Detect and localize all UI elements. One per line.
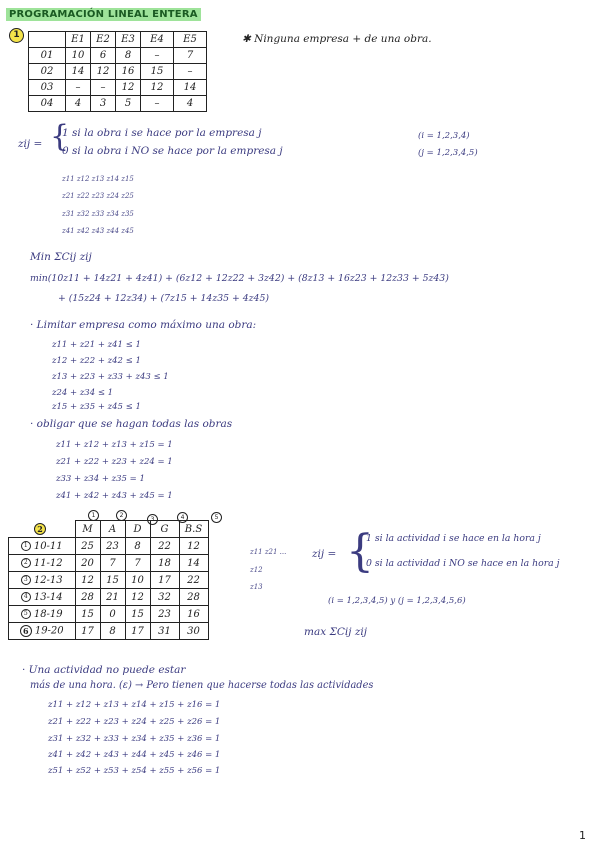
table-cell: 15 <box>125 606 150 623</box>
table-cell <box>9 606 76 623</box>
time-range: 19-20 <box>34 625 64 637</box>
table-cell: 17 <box>125 623 150 640</box>
table-cell <box>9 572 76 589</box>
table-cell: 28 <box>75 589 100 606</box>
index-ranges: (i = 1,2,3,4,5) y (j = 1,2,3,4,5,6) <box>328 596 466 606</box>
table-cell: 10 <box>66 48 91 64</box>
table-cell: 25 <box>75 538 100 555</box>
problem-2-score-table <box>8 520 209 640</box>
table-cell: 31 <box>150 623 179 640</box>
objective-line-2: + (15z24 + 12z34) + (7z15 + 14z35 + 4z45) <box>58 293 270 304</box>
table-header-cell: M <box>75 521 100 538</box>
table-cell: 32 <box>150 589 179 606</box>
constraint-section-title: · Limitar empresa como máximo una obra: <box>30 319 257 331</box>
time-range: 12-13 <box>33 574 63 586</box>
time-range: 13-14 <box>33 591 63 603</box>
column-mark: 2 <box>116 510 127 521</box>
table-header-cell: D <box>125 521 150 538</box>
table-cell: 15 <box>75 606 100 623</box>
constraint-equation: z41 + z42 + z43 + z44 + z45 + z46 = 1 <box>48 750 221 760</box>
constraint-equation: z21 + z22 + z23 + z24 = 1 <box>56 457 173 467</box>
note-line: más de una hora. (ε) → Pero tienen que hacerse todas las actividades <box>30 680 374 691</box>
table-cell: – <box>91 80 116 96</box>
table-cell: 28 <box>179 589 208 606</box>
table-cell: 04 <box>29 96 66 112</box>
table-header-cell: E1 <box>66 32 91 48</box>
table-cell: 18 <box>150 555 179 572</box>
column-mark: 1 <box>88 510 99 521</box>
table-cell: 14 <box>179 555 208 572</box>
problem-1-number: 1 <box>9 28 24 43</box>
table-cell: 8 <box>116 48 141 64</box>
objective-label: max ΣCij zij <box>304 626 368 638</box>
brace-icon: { <box>346 526 374 577</box>
problem-2-number: 2 <box>34 523 46 535</box>
table-row <box>29 64 207 80</box>
table-cell: 22 <box>150 538 179 555</box>
table-cell: 17 <box>75 623 100 640</box>
constraint-equation: z24 + z34 ≤ 1 <box>52 388 114 398</box>
table-cell: 0 <box>100 606 125 623</box>
table-cell: 01 <box>29 48 66 64</box>
table-cell: – <box>141 48 174 64</box>
table-cell: 4 <box>174 96 207 112</box>
table-cell <box>9 555 76 572</box>
var-def-lhs: zij = <box>18 138 43 150</box>
table-row <box>29 48 207 64</box>
row-mark: 2 <box>21 558 31 568</box>
side-var: z12 <box>250 566 263 574</box>
brace-icon: { <box>50 119 70 154</box>
table-cell: 7 <box>174 48 207 64</box>
table-cell: 23 <box>150 606 179 623</box>
constraint-equation: z41 + z42 + z43 + z45 = 1 <box>56 491 173 501</box>
table-cell: 6 <box>91 48 116 64</box>
constraint-equation: z12 + z22 + z42 ≤ 1 <box>52 356 141 366</box>
constraint-equation: z11 + z12 + z13 + z15 = 1 <box>56 440 173 450</box>
constraint-equation: z11 + z12 + z13 + z14 + z15 + z16 = 1 <box>48 700 221 710</box>
table-header-cell: E5 <box>174 32 207 48</box>
table-row <box>9 538 209 555</box>
constraint-equation: z51 + z52 + z53 + z54 + z55 + z56 = 1 <box>48 766 221 776</box>
range-i: (i = 1,2,3,4) <box>418 131 470 141</box>
constraint-equation: z21 + z22 + z23 + z24 + z25 + z26 = 1 <box>48 717 221 727</box>
table-cell: 15 <box>141 64 174 80</box>
side-var: z11 z21 ... <box>250 548 287 556</box>
table-cell: 14 <box>174 80 207 96</box>
table-header-cell <box>9 521 76 538</box>
table-cell: 30 <box>179 623 208 640</box>
time-range: 11-12 <box>33 557 63 569</box>
constraint-section-title: · obligar que se hagan todas las obras <box>30 418 233 430</box>
table-cell: 22 <box>179 572 208 589</box>
table-cell: 21 <box>100 589 125 606</box>
table-header-cell: B.S <box>179 521 208 538</box>
table-cell: 16 <box>179 606 208 623</box>
table-cell: – <box>66 80 91 96</box>
range-j: (j = 1,2,3,4,5) <box>418 148 478 158</box>
column-mark: 3 <box>147 514 158 525</box>
table-cell: 16 <box>116 64 141 80</box>
table-cell: 15 <box>100 572 125 589</box>
table-row <box>29 96 207 112</box>
table-cell: 12 <box>141 80 174 96</box>
objective-label: Min ΣCij zij <box>30 251 92 263</box>
table-cell: 02 <box>29 64 66 80</box>
var-def-line1: 1 si la obra i se hace por la empresa j <box>62 127 262 139</box>
table-row <box>9 555 209 572</box>
table-cell <box>9 589 76 606</box>
problem-1-cost-table <box>28 31 207 112</box>
table-row <box>29 80 207 96</box>
table-header-cell: E2 <box>91 32 116 48</box>
constraint-equation: z13 + z23 + z33 + z43 ≤ 1 <box>52 372 169 382</box>
side-var: z13 <box>250 583 263 591</box>
table-header-row <box>9 521 209 538</box>
table-cell: – <box>174 64 207 80</box>
var-def-lhs: zij = <box>312 548 337 560</box>
table-header-row <box>29 32 207 48</box>
var-def-line1: 1 si la actividad i se hace en la hora j <box>366 533 541 544</box>
table-row <box>9 572 209 589</box>
table-cell: 12 <box>75 572 100 589</box>
table-row <box>9 606 209 623</box>
table-cell <box>9 538 76 555</box>
table-row <box>9 623 209 640</box>
table-cell: 12 <box>116 80 141 96</box>
table-cell: 10 <box>125 572 150 589</box>
table-cell: 23 <box>100 538 125 555</box>
column-mark: 4 <box>177 512 188 523</box>
table-row <box>9 589 209 606</box>
row-mark: 1 <box>21 541 31 551</box>
table-cell: 5 <box>116 96 141 112</box>
constraint-equation: z11 + z21 + z41 ≤ 1 <box>52 340 141 350</box>
table-cell: 12 <box>91 64 116 80</box>
constraint-equation: z15 + z35 + z45 ≤ 1 <box>52 402 141 412</box>
table-cell: 7 <box>100 555 125 572</box>
table-cell: 3 <box>91 96 116 112</box>
page-number: 1 <box>579 829 586 842</box>
table-cell: – <box>141 96 174 112</box>
table-cell: 8 <box>100 623 125 640</box>
row-mark: 3 <box>21 575 31 585</box>
row-mark: 4 <box>21 592 31 602</box>
table-header-cell: A <box>100 521 125 538</box>
column-mark: 5 <box>211 512 222 523</box>
constraint-equation: z31 + z32 + z33 + z34 + z35 + z36 = 1 <box>48 734 221 744</box>
table-header-cell <box>29 32 66 48</box>
problem-1-note: ✱ Ninguna empresa + de una obra. <box>242 33 432 45</box>
table-cell: 20 <box>75 555 100 572</box>
row-mark: 5 <box>21 609 31 619</box>
row-mark: 6 <box>20 625 32 637</box>
table-cell: 7 <box>125 555 150 572</box>
var-matrix-row: z31 z32 z33 z34 z35 <box>62 210 134 218</box>
table-cell: 12 <box>125 589 150 606</box>
table-cell: 14 <box>66 64 91 80</box>
objective-line-1: min(10z11 + 14z21 + 4z41) + (6z12 + 12z22 + 3z42) + (8z13 + 16z23 + 12z33 + 5z43) <box>30 273 449 284</box>
table-header-cell: E3 <box>116 32 141 48</box>
time-range: 10-11 <box>33 540 63 552</box>
var-def-line2: 0 si la actividad i NO se hace en la hora j <box>366 558 560 569</box>
page-title: PROGRAMACIÓN LINEAL ENTERA <box>6 8 201 21</box>
table-cell <box>9 623 76 640</box>
table-cell: 12 <box>179 538 208 555</box>
table-cell: 17 <box>150 572 179 589</box>
time-range: 18-19 <box>33 608 63 620</box>
table-header-cell: G <box>150 521 179 538</box>
table-cell: 4 <box>66 96 91 112</box>
var-matrix-row: z41 z42 z43 z44 z45 <box>62 227 134 235</box>
note-line: · Una actividad no puede estar <box>22 664 186 676</box>
table-cell: 8 <box>125 538 150 555</box>
var-matrix-row: z21 z22 z23 z24 z25 <box>62 192 134 200</box>
table-header-cell: E4 <box>141 32 174 48</box>
table-cell: 03 <box>29 80 66 96</box>
constraint-equation: z33 + z34 + z35 = 1 <box>56 474 145 484</box>
var-def-line2: 0 si la obra i NO se hace por la empresa j <box>62 145 283 157</box>
var-matrix-row: z11 z12 z13 z14 z15 <box>62 175 134 183</box>
